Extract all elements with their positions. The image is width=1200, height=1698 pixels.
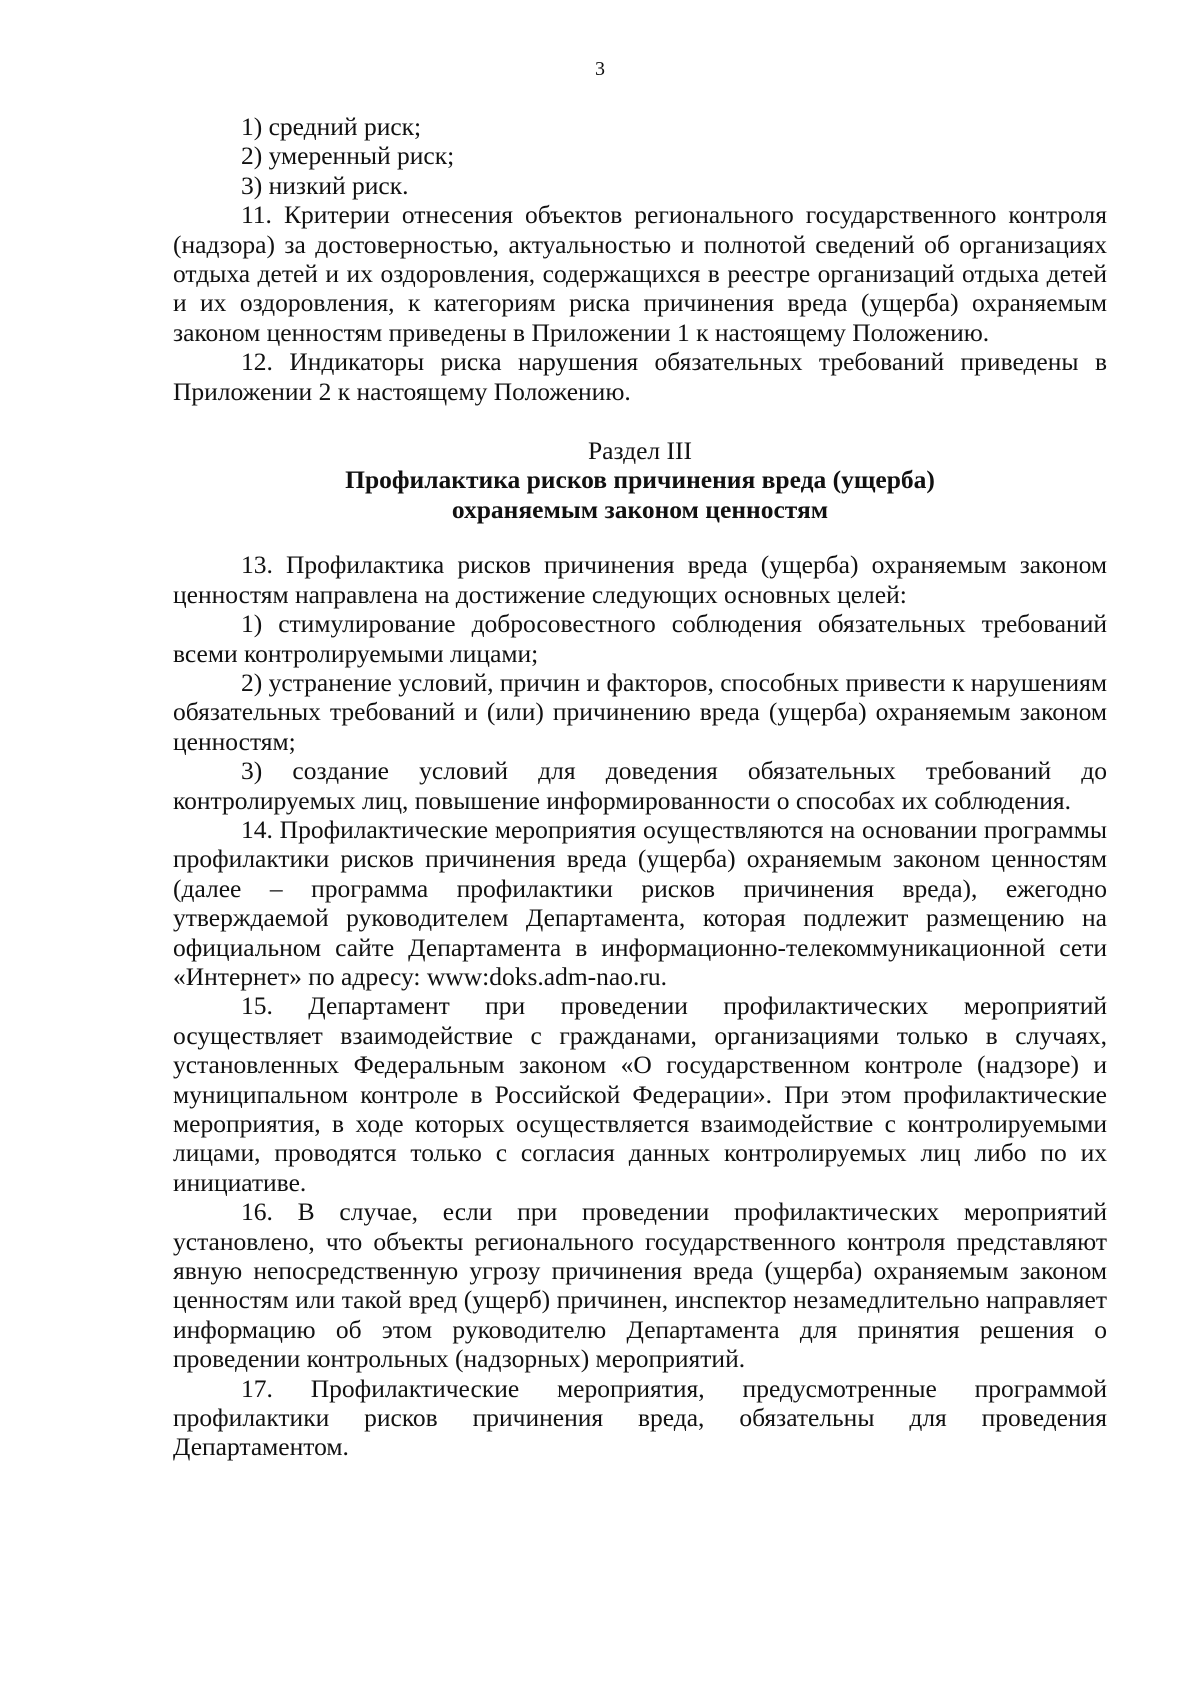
section-label: Раздел III (588, 436, 692, 466)
section-title-line-1: Профилактика рисков причинения вреда (ущерба) (345, 465, 935, 495)
list-item-risk-moderate: 2) умеренный риск; (241, 141, 455, 171)
paragraph-12: 12. Индикаторы риска нарушения обязательных требований приведены в Приложении 2 к настоящему Положению. (173, 347, 1107, 406)
paragraph-17: 17. Профилактические мероприятия, предусмотренные программой профилактики рисков причинения вреда, обязательны для проведения Департаментом. (173, 1373, 1107, 1462)
paragraph-15: 15. Департамент при проведении профилактических мероприятий осуществляет взаимодействие с гражданами, организациями только в случаях, установленных Федеральным законом «О государственном контроле (надзоре) и муниципальном контроле в Российской Федерации». При этом профилактические мероприятия, в ходе которых осуществляется взаимодействие с контролируемыми лицами, проводятся только с согласия данных контролируемых лиц либо по их инициативе. (173, 991, 1107, 1197)
page-number: 3 (595, 58, 605, 80)
goal-item-3: 3) создание условий для доведения обязательных требований до контролируемых лиц, повышение информированности о способах их соблюдения. (173, 756, 1107, 815)
paragraph-14: 14. Профилактические мероприятия осуществляются на основании программы профилактики рисков причинения вреда (ущерба) охраняемым законом ценностям (далее – программа профилактики рисков причинения вреда), ежегодно утверждаемой руководителем Департамента, которая подлежит размещению на официальном сайте Департамента в информационно-телекоммуникационной сети «Интернет» по адресу: www:doks.adm-nao.ru. (173, 814, 1107, 991)
section-title-line-2: охраняемым законом ценностям (451, 494, 829, 524)
goal-item-1: 1) стимулирование добросовестного соблюдения обязательных требований всеми контролируемыми лицами; (173, 609, 1107, 668)
document-body (173, 112, 1107, 1462)
list-item-risk-low: 3) низкий риск. (241, 170, 409, 200)
list-item-risk-medium: 1) средний риск; (241, 112, 422, 141)
goal-item-2: 2) устранение условий, причин и факторов, способных привести к нарушениям обязательных требований и (или) причинению вреда (ущерба) охраняемым законом ценностям; (173, 667, 1107, 756)
paragraph-13: 13. Профилактика рисков причинения вреда (ущерба) охраняемым законом ценностям направлена на достижение следующих основных целей: (173, 550, 1107, 609)
paragraph-16: 16. В случае, если при проведении профилактических мероприятий установлено, что объекты регионального государственного контроля представляют явную непосредственную угрозу причинения вреда (ущерба) охраняемым законом ценностям или такой вред (ущерб) причинен, инспектор незамедлительно направляет информацию об этом руководителю Департамента для принятия решения о проведении контрольных (надзорных) мероприятий. (173, 1197, 1107, 1374)
paragraph-11: 11. Критерии отнесения объектов регионального государственного контроля (надзора) за достоверностью, актуальностью и полнотой сведений об организациях отдыха детей и их оздоровления, содержащихся в реестре организаций отдыха детей и их оздоровления, к категориям риска причинения вреда (ущерба) охраняемым законом ценностям приведены в Приложении 1 к настоящему Положению. (173, 200, 1107, 347)
section-heading (173, 436, 1107, 524)
